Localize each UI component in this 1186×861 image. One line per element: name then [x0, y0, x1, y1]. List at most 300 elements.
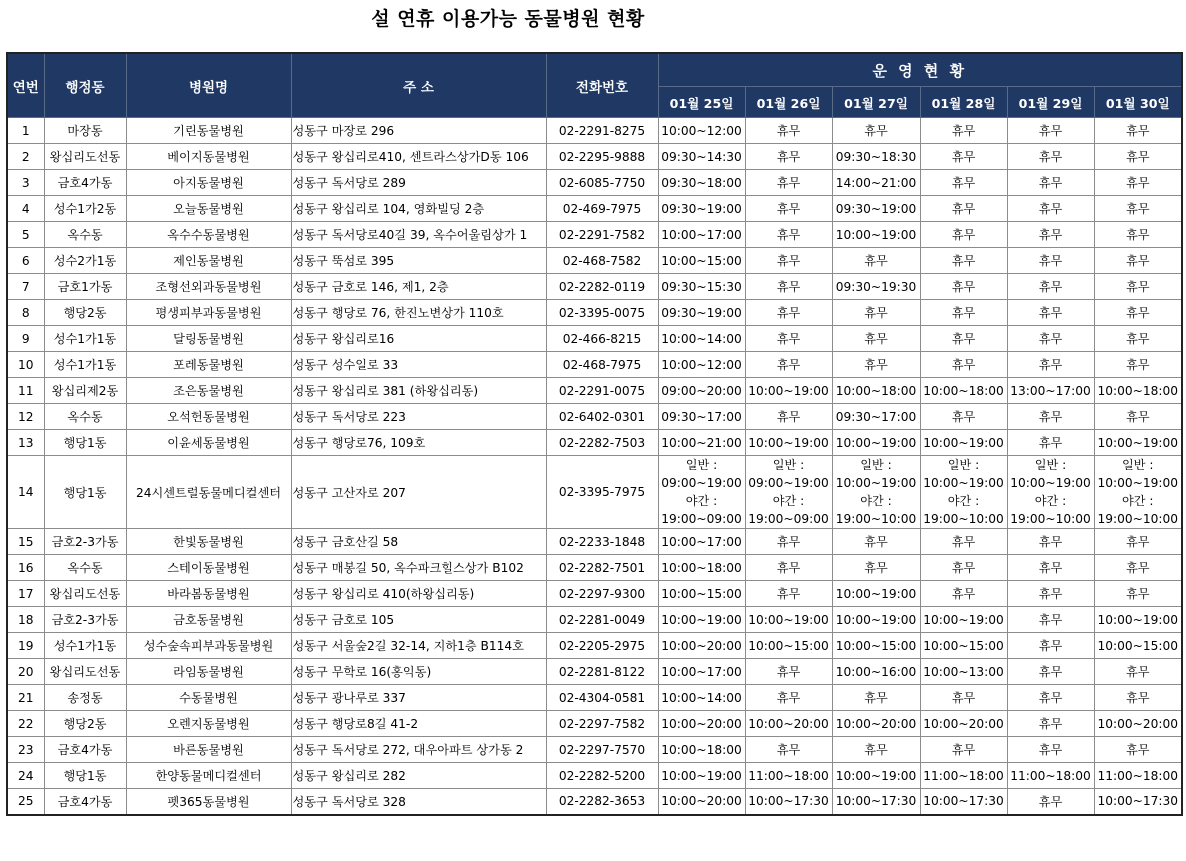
cell-hours: 09:30~19:00	[832, 196, 920, 222]
cell-hours: 10:00~19:00	[658, 763, 745, 789]
cell-hours: 휴무	[745, 555, 832, 581]
cell-hours	[832, 456, 920, 529]
cell-hours: 휴무	[832, 300, 920, 326]
cell-dong: 행당2동	[44, 711, 126, 737]
cell-hours: 휴무	[745, 196, 832, 222]
cell-address: 성동구 마장로 296	[291, 118, 546, 144]
cell-hours-line: 10:00~19:00	[835, 476, 917, 490]
cell-hours: 휴무	[920, 404, 1007, 430]
cell-no: 20	[7, 659, 44, 685]
cell-phone: 02-6402-0301	[546, 404, 658, 430]
cell-hospital-name: 24시센트럴동물메디컬센터	[126, 456, 291, 529]
table-row	[7, 529, 1182, 555]
cell-no: 6	[7, 248, 44, 274]
header-address: 주 소	[291, 53, 546, 118]
cell-hours-line: 일반 :	[772, 458, 805, 472]
cell-phone: 02-2282-7501	[546, 555, 658, 581]
cell-hours: 10:00~20:00	[920, 711, 1007, 737]
cell-address: 성동구 왕십리로410, 센트라스상가D동 106	[291, 144, 546, 170]
cell-hours: 10:00~18:00	[658, 737, 745, 763]
cell-hours: 휴무	[1007, 555, 1094, 581]
cell-phone: 02-6085-7750	[546, 170, 658, 196]
cell-no: 1	[7, 118, 44, 144]
cell-hours: 10:00~15:00	[745, 633, 832, 659]
cell-hours-line: 19:00~10:00	[923, 512, 1004, 526]
cell-hospital-name: 베이지동물병원	[126, 144, 291, 170]
table-row	[7, 659, 1182, 685]
cell-no: 8	[7, 300, 44, 326]
table-row	[7, 170, 1182, 196]
cell-hours: 휴무	[1007, 737, 1094, 763]
cell-hours: 휴무	[1007, 222, 1094, 248]
cell-no: 13	[7, 430, 44, 456]
cell-hours: 10:00~21:00	[658, 430, 745, 456]
table-header	[7, 53, 1182, 118]
header-date: 01월 25일	[658, 87, 745, 118]
cell-hours: 10:00~19:00	[745, 378, 832, 404]
cell-hours-line: 19:00~10:00	[1097, 512, 1178, 526]
table-row	[7, 248, 1182, 274]
table-row	[7, 763, 1182, 789]
cell-hours: 휴무	[832, 248, 920, 274]
header-hospital-name: 병원명	[126, 53, 291, 118]
cell-address: 성동구 금호산길 58	[291, 529, 546, 555]
cell-hours: 휴무	[1007, 248, 1094, 274]
cell-hours: 휴무	[1007, 196, 1094, 222]
cell-dong: 성수2가1동	[44, 248, 126, 274]
cell-hours: 휴무	[1094, 659, 1182, 685]
cell-address: 성동구 행당로76, 109호	[291, 430, 546, 456]
cell-hours: 휴무	[1094, 118, 1182, 144]
table-row	[7, 430, 1182, 456]
cell-hours	[745, 456, 832, 529]
cell-hours: 휴무	[745, 352, 832, 378]
cell-no: 17	[7, 581, 44, 607]
cell-hours: 10:00~14:00	[658, 685, 745, 711]
cell-hours: 휴무	[745, 248, 832, 274]
cell-hours: 09:30~19:00	[658, 196, 745, 222]
cell-hours: 10:00~19:00	[745, 430, 832, 456]
cell-hours: 11:00~18:00	[745, 763, 832, 789]
header-operation-status: 운 영 현 황	[658, 53, 1182, 87]
cell-hours: 휴무	[1007, 118, 1094, 144]
cell-hospital-name: 오렌지동물병원	[126, 711, 291, 737]
cell-hospital-name: 평생피부과동물병원	[126, 300, 291, 326]
cell-hospital-name: 제인동물병원	[126, 248, 291, 274]
table-row	[7, 633, 1182, 659]
cell-address: 성동구 왕십리로 104, 영화빌딩 2층	[291, 196, 546, 222]
table-body	[7, 118, 1182, 815]
cell-dong: 성수1가1동	[44, 352, 126, 378]
cell-no: 19	[7, 633, 44, 659]
cell-hours: 10:00~18:00	[1094, 378, 1182, 404]
cell-hours: 09:30~17:00	[658, 404, 745, 430]
cell-hours: 10:00~18:00	[658, 555, 745, 581]
cell-hospital-name: 한양동물메디컬센터	[126, 763, 291, 789]
cell-address: 성동구 독서당로 289	[291, 170, 546, 196]
cell-address: 성동구 왕십리로 282	[291, 763, 546, 789]
cell-hours: 10:00~13:00	[920, 659, 1007, 685]
cell-hospital-name: 금호동물병원	[126, 607, 291, 633]
cell-hours: 10:00~20:00	[745, 711, 832, 737]
cell-dong: 옥수동	[44, 404, 126, 430]
cell-dong: 성수1가1동	[44, 633, 126, 659]
cell-hours: 휴무	[1094, 685, 1182, 711]
cell-hours: 10:00~17:00	[658, 529, 745, 555]
cell-hours: 휴무	[920, 118, 1007, 144]
cell-hours: 휴무	[1007, 659, 1094, 685]
hospital-table	[6, 52, 1183, 816]
cell-no: 9	[7, 326, 44, 352]
cell-hours: 휴무	[832, 555, 920, 581]
cell-hours: 10:00~12:00	[658, 352, 745, 378]
cell-hours: 10:00~17:30	[832, 789, 920, 815]
cell-hours: 09:00~20:00	[658, 378, 745, 404]
cell-hours-line: 09:00~19:00	[661, 476, 742, 490]
cell-hours-line: 일반 :	[860, 458, 892, 472]
cell-hospital-name: 아지동물병원	[126, 170, 291, 196]
cell-hours-line: 19:00~09:00	[748, 512, 829, 526]
cell-dong: 왕십리도선동	[44, 659, 126, 685]
table-row	[7, 711, 1182, 737]
cell-hours: 휴무	[920, 581, 1007, 607]
cell-hospital-name: 오늘동물병원	[126, 196, 291, 222]
cell-hours: 10:00~19:00	[1094, 607, 1182, 633]
table-row	[7, 456, 1182, 529]
cell-hours: 09:30~18:30	[832, 144, 920, 170]
cell-hours: 09:30~18:00	[658, 170, 745, 196]
cell-address: 성동구 금호로 146, 제1, 2층	[291, 274, 546, 300]
cell-dong: 옥수동	[44, 555, 126, 581]
cell-address: 성동구 무학로 16(홍익동)	[291, 659, 546, 685]
cell-hours: 휴무	[920, 737, 1007, 763]
cell-hours: 09:30~17:00	[832, 404, 920, 430]
cell-phone: 02-2282-5200	[546, 763, 658, 789]
table-row	[7, 737, 1182, 763]
cell-phone: 02-3395-7975	[546, 456, 658, 529]
cell-hours: 11:00~18:00	[1007, 763, 1094, 789]
cell-hours: 휴무	[1094, 196, 1182, 222]
cell-hours: 휴무	[745, 118, 832, 144]
cell-hours: 휴무	[1007, 529, 1094, 555]
cell-hours: 10:00~16:00	[832, 659, 920, 685]
cell-hours: 10:00~18:00	[920, 378, 1007, 404]
cell-hours: 휴무	[832, 737, 920, 763]
cell-phone: 02-2297-7570	[546, 737, 658, 763]
cell-address: 성동구 성수일로 33	[291, 352, 546, 378]
table-row	[7, 196, 1182, 222]
cell-hours-line: 19:00~10:00	[1010, 512, 1091, 526]
cell-hours: 휴무	[920, 326, 1007, 352]
cell-dong: 성수1가1동	[44, 326, 126, 352]
cell-dong: 행당1동	[44, 456, 126, 529]
cell-hours: 휴무	[1007, 633, 1094, 659]
cell-hours: 09:30~14:30	[658, 144, 745, 170]
cell-hours: 10:00~19:00	[920, 430, 1007, 456]
cell-address: 성동구 행당로 76, 한진노변상가 110호	[291, 300, 546, 326]
cell-hours: 휴무	[920, 144, 1007, 170]
table-row	[7, 352, 1182, 378]
cell-hours: 휴무	[832, 326, 920, 352]
header-date: 01월 29일	[1007, 87, 1094, 118]
cell-hours: 휴무	[920, 555, 1007, 581]
cell-hours: 휴무	[920, 222, 1007, 248]
cell-hours: 휴무	[1007, 581, 1094, 607]
cell-hospital-name: 이윤세동물병원	[126, 430, 291, 456]
cell-no: 12	[7, 404, 44, 430]
cell-hours: 휴무	[745, 326, 832, 352]
cell-hours: 휴무	[745, 300, 832, 326]
cell-hours: 휴무	[1007, 404, 1094, 430]
table-row	[7, 581, 1182, 607]
cell-hours: 휴무	[920, 196, 1007, 222]
cell-no: 24	[7, 763, 44, 789]
cell-phone: 02-2233-1848	[546, 529, 658, 555]
cell-hours: 휴무	[745, 659, 832, 685]
cell-hours-line: 야간 :	[947, 494, 980, 508]
table-row	[7, 555, 1182, 581]
cell-hospital-name: 수동물병원	[126, 685, 291, 711]
cell-hours: 휴무	[1094, 300, 1182, 326]
cell-hours-line: 일반 :	[947, 458, 980, 472]
cell-hours-line: 09:00~19:00	[748, 476, 829, 490]
cell-hours: 휴무	[1007, 711, 1094, 737]
cell-phone: 02-4304-0581	[546, 685, 658, 711]
page-title: 설 연휴 이용가능 동물병원 현황	[371, 8, 645, 30]
cell-hours: 휴무	[1094, 274, 1182, 300]
cell-hours-line: 야간 :	[1034, 494, 1067, 508]
cell-dong: 왕십리제2동	[44, 378, 126, 404]
header-date: 01월 26일	[745, 87, 832, 118]
cell-address: 성동구 독서당로 223	[291, 404, 546, 430]
cell-hours-line: 야간 :	[772, 494, 805, 508]
cell-address: 성동구 왕십리로 410(하왕십리동)	[291, 581, 546, 607]
cell-hours: 10:00~17:30	[745, 789, 832, 815]
cell-hours: 휴무	[745, 404, 832, 430]
cell-hours: 10:00~14:00	[658, 326, 745, 352]
cell-no: 7	[7, 274, 44, 300]
cell-hours-line: 10:00~19:00	[1097, 476, 1178, 490]
cell-address: 성동구 고산자로 207	[291, 456, 546, 529]
cell-address: 성동구 독서당로40길 39, 옥수어울림상가 1	[291, 222, 546, 248]
cell-hours: 휴무	[1094, 144, 1182, 170]
cell-no: 10	[7, 352, 44, 378]
cell-hours: 휴무	[1094, 404, 1182, 430]
cell-address: 성동구 뚝섬로 395	[291, 248, 546, 274]
cell-dong: 금호4가동	[44, 737, 126, 763]
cell-hours-line: 10:00~19:00	[923, 476, 1004, 490]
cell-hours: 휴무	[920, 248, 1007, 274]
cell-dong: 금호4가동	[44, 789, 126, 815]
cell-hours-line: 일반 :	[1122, 458, 1154, 472]
cell-dong: 송정동	[44, 685, 126, 711]
cell-no: 11	[7, 378, 44, 404]
cell-hours-line: 10:00~19:00	[1010, 476, 1091, 490]
cell-hours: 휴무	[1094, 248, 1182, 274]
cell-hospital-name: 라임동물병원	[126, 659, 291, 685]
cell-no: 21	[7, 685, 44, 711]
cell-dong: 금호2-3가동	[44, 607, 126, 633]
cell-phone: 02-469-7975	[546, 196, 658, 222]
cell-hours: 10:00~15:00	[658, 581, 745, 607]
cell-hours: 11:00~18:00	[1094, 763, 1182, 789]
cell-hours: 10:00~20:00	[658, 789, 745, 815]
cell-hours: 휴무	[745, 685, 832, 711]
cell-no: 3	[7, 170, 44, 196]
cell-hours: 09:30~19:00	[658, 300, 745, 326]
cell-hours: 10:00~19:00	[832, 607, 920, 633]
cell-phone: 02-2291-0075	[546, 378, 658, 404]
cell-address: 성동구 독서당로 272, 대우아파트 상가동 2	[291, 737, 546, 763]
cell-hours: 휴무	[920, 352, 1007, 378]
cell-hours-line: 야간 :	[1122, 494, 1154, 508]
cell-hours: 휴무	[745, 222, 832, 248]
cell-hours: 휴무	[920, 529, 1007, 555]
cell-hours: 휴무	[832, 685, 920, 711]
cell-address: 성동구 독서당로 328	[291, 789, 546, 815]
cell-hours: 10:00~19:00	[745, 607, 832, 633]
cell-hospital-name: 달링동물병원	[126, 326, 291, 352]
cell-dong: 왕십리도선동	[44, 144, 126, 170]
cell-hours: 10:00~19:00	[920, 607, 1007, 633]
cell-hours: 휴무	[745, 144, 832, 170]
cell-hospital-name: 바라봄동물병원	[126, 581, 291, 607]
header-phone: 전화번호	[546, 53, 658, 118]
table-row	[7, 144, 1182, 170]
cell-hours: 휴무	[745, 274, 832, 300]
cell-hours-line: 야간 :	[860, 494, 892, 508]
cell-hours: 10:00~20:00	[658, 633, 745, 659]
cell-hours: 10:00~20:00	[832, 711, 920, 737]
cell-hospital-name: 조형선외과동물병원	[126, 274, 291, 300]
cell-hospital-name: 바른동물병원	[126, 737, 291, 763]
cell-hospital-name: 기린동물병원	[126, 118, 291, 144]
cell-hours: 휴무	[745, 529, 832, 555]
cell-hours-line: 19:00~10:00	[835, 512, 917, 526]
cell-phone: 02-2282-3653	[546, 789, 658, 815]
cell-hospital-name: 펫365동물병원	[126, 789, 291, 815]
cell-hours: 10:00~20:00	[1094, 711, 1182, 737]
table-row	[7, 607, 1182, 633]
cell-no: 16	[7, 555, 44, 581]
cell-hours: 10:00~19:00	[832, 430, 920, 456]
cell-hours: 휴무	[745, 170, 832, 196]
cell-hours: 휴무	[1007, 326, 1094, 352]
cell-phone: 02-2205-2975	[546, 633, 658, 659]
cell-hours	[920, 456, 1007, 529]
cell-hours: 휴무	[1094, 326, 1182, 352]
cell-hospital-name: 오석헌동물병원	[126, 404, 291, 430]
cell-hours: 10:00~19:00	[832, 581, 920, 607]
cell-phone: 02-2297-7582	[546, 711, 658, 737]
header-no: 연번	[7, 53, 44, 118]
cell-address: 성동구 금호로 105	[291, 607, 546, 633]
cell-hours: 휴무	[1007, 685, 1094, 711]
cell-hours: 09:30~15:30	[658, 274, 745, 300]
cell-hospital-name: 한빛동물병원	[126, 529, 291, 555]
cell-hours: 10:00~12:00	[658, 118, 745, 144]
header-dong: 행정동	[44, 53, 126, 118]
cell-no: 23	[7, 737, 44, 763]
cell-hours: 휴무	[745, 737, 832, 763]
cell-hours-line: 일반 :	[1034, 458, 1067, 472]
cell-hours: 10:00~15:00	[1094, 633, 1182, 659]
cell-address: 성동구 왕십리로 381 (하왕십리동)	[291, 378, 546, 404]
cell-phone: 02-468-7975	[546, 352, 658, 378]
cell-hours-line: 19:00~09:00	[661, 512, 742, 526]
cell-hours: 휴무	[920, 300, 1007, 326]
cell-hours: 10:00~15:00	[658, 248, 745, 274]
cell-hours: 10:00~20:00	[658, 711, 745, 737]
header-date: 01월 30일	[1094, 87, 1182, 118]
cell-hours: 13:00~17:00	[1007, 378, 1094, 404]
cell-address: 성동구 광나루로 337	[291, 685, 546, 711]
cell-hours: 휴무	[920, 170, 1007, 196]
cell-no: 15	[7, 529, 44, 555]
cell-hours	[658, 456, 745, 529]
header-date: 01월 28일	[920, 87, 1007, 118]
cell-hours: 10:00~17:00	[658, 659, 745, 685]
cell-hours: 10:00~17:00	[658, 222, 745, 248]
cell-hours: 10:00~17:30	[1094, 789, 1182, 815]
cell-hours: 휴무	[1094, 581, 1182, 607]
cell-no: 25	[7, 789, 44, 815]
cell-phone: 02-2297-9300	[546, 581, 658, 607]
cell-hospital-name: 조은동물병원	[126, 378, 291, 404]
cell-phone: 02-2281-8122	[546, 659, 658, 685]
cell-hours: 휴무	[1094, 529, 1182, 555]
cell-hours: 10:00~19:00	[832, 222, 920, 248]
cell-dong: 옥수동	[44, 222, 126, 248]
cell-dong: 마장동	[44, 118, 126, 144]
cell-hours: 휴무	[1007, 430, 1094, 456]
cell-hours: 휴무	[1007, 144, 1094, 170]
cell-dong: 금호4가동	[44, 170, 126, 196]
cell-hours: 휴무	[1094, 222, 1182, 248]
cell-phone: 02-2281-0049	[546, 607, 658, 633]
cell-hours: 휴무	[1007, 607, 1094, 633]
cell-hours: 10:00~19:00	[658, 607, 745, 633]
cell-hours: 휴무	[1094, 352, 1182, 378]
cell-hours: 10:00~19:00	[1094, 430, 1182, 456]
cell-hours: 휴무	[1007, 352, 1094, 378]
cell-no: 5	[7, 222, 44, 248]
cell-hours: 휴무	[1007, 274, 1094, 300]
table-row	[7, 118, 1182, 144]
cell-address: 성동구 왕십리로16	[291, 326, 546, 352]
table-row	[7, 789, 1182, 815]
cell-no: 22	[7, 711, 44, 737]
cell-phone: 02-2295-9888	[546, 144, 658, 170]
cell-hours: 10:00~19:00	[832, 763, 920, 789]
cell-hours: 휴무	[1007, 789, 1094, 815]
cell-hours: 휴무	[832, 118, 920, 144]
cell-phone: 02-3395-0075	[546, 300, 658, 326]
cell-dong: 행당2동	[44, 300, 126, 326]
cell-hours	[1007, 456, 1094, 529]
cell-hours: 14:00~21:00	[832, 170, 920, 196]
cell-address: 성동구 매봉길 50, 옥수파크힐스상가 B102	[291, 555, 546, 581]
cell-hours: 휴무	[1094, 737, 1182, 763]
cell-phone: 02-2282-0119	[546, 274, 658, 300]
cell-phone: 02-2291-8275	[546, 118, 658, 144]
cell-phone: 02-466-8215	[546, 326, 658, 352]
cell-hours: 휴무	[920, 685, 1007, 711]
cell-hours: 09:30~19:30	[832, 274, 920, 300]
cell-no: 18	[7, 607, 44, 633]
table-row	[7, 274, 1182, 300]
cell-hours	[1094, 456, 1182, 529]
